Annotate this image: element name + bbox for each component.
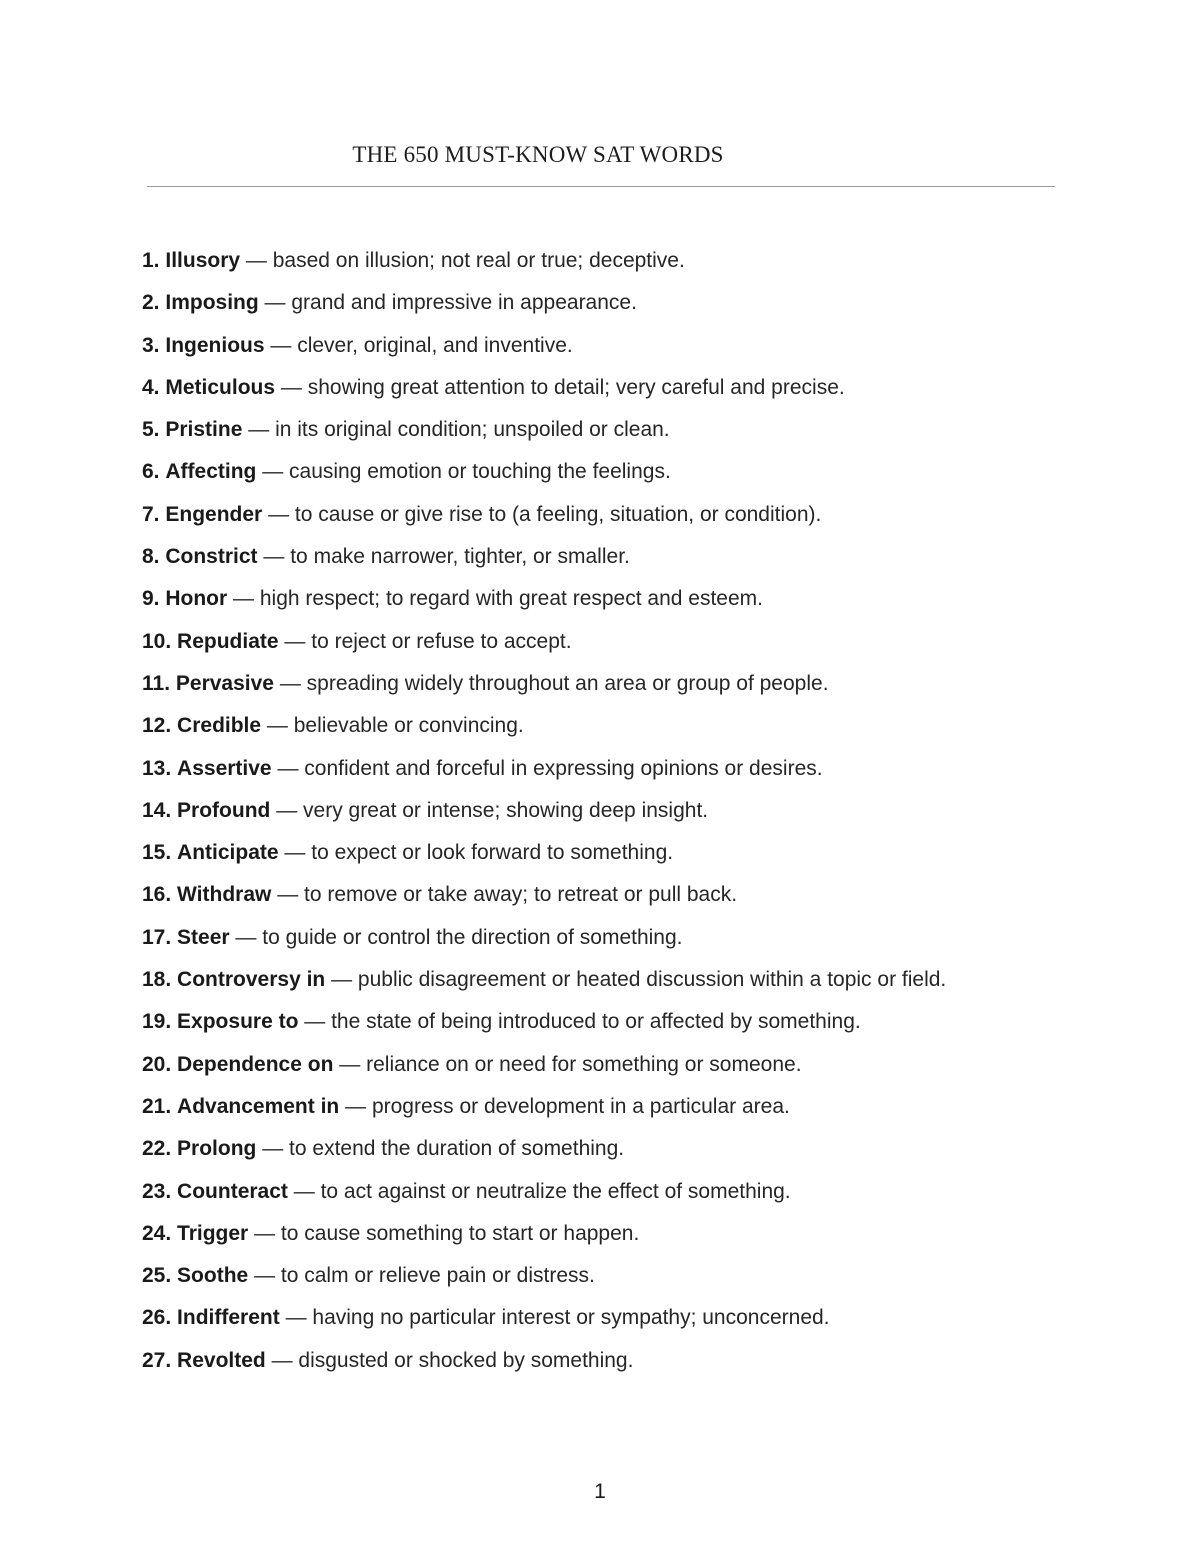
list-item xyxy=(142,1261,1142,1303)
word-definition: — the state of being introduced to or affected by something. xyxy=(304,1010,861,1034)
title-divider xyxy=(147,186,1055,187)
word-number: 23. xyxy=(142,1179,172,1203)
word-term: Illusory xyxy=(165,249,241,272)
word-definition: — based on illusion; not real or true; deceptive. xyxy=(245,249,685,272)
word-number: 8. xyxy=(142,545,160,569)
list-item xyxy=(142,923,1142,965)
word-number: 3. xyxy=(142,333,160,357)
word-term: Pervasive xyxy=(175,671,274,695)
word-number: 13. xyxy=(142,756,172,780)
word-number: 21. xyxy=(142,1094,172,1118)
list-item xyxy=(142,1177,1142,1219)
word-definition: — to cause or give rise to (a feeling, situation, or condition). xyxy=(268,502,822,526)
word-definition: — to act against or neutralize the effect of something. xyxy=(293,1179,791,1203)
word-number: 25. xyxy=(142,1264,172,1288)
word-definition: — believable or convincing. xyxy=(266,714,524,738)
word-number: 20. xyxy=(142,1052,172,1076)
list-item xyxy=(142,1346,1142,1388)
word-definition: — to calm or relieve pain or distress. xyxy=(254,1264,595,1288)
word-definition: — to reject or refuse to accept. xyxy=(284,629,572,653)
word-list xyxy=(142,246,1142,1388)
word-definition: — to guide or control the direction of something. xyxy=(235,925,683,949)
list-item xyxy=(142,331,1142,373)
word-number: 24. xyxy=(142,1221,172,1245)
word-definition: — high respect; to regard with great respect and esteem. xyxy=(233,587,763,611)
list-item xyxy=(142,500,1142,542)
word-definition: — spreading widely throughout an area or group of people. xyxy=(279,671,829,695)
list-item xyxy=(142,288,1142,330)
word-definition: — public disagreement or heated discussion within a topic or field. xyxy=(331,968,947,992)
word-definition: — reliance on or need for something or someone. xyxy=(339,1052,802,1076)
word-number: 6. xyxy=(142,460,160,484)
word-term: Pristine xyxy=(165,418,243,442)
word-number: 9. xyxy=(142,587,160,611)
word-term: Meticulous xyxy=(165,375,276,399)
word-number: 1. xyxy=(142,249,160,272)
word-definition: — to extend the duration of something. xyxy=(262,1137,625,1161)
word-term: Trigger xyxy=(177,1221,249,1245)
list-item xyxy=(142,1134,1142,1176)
word-number: 15. xyxy=(142,841,172,865)
word-definition: — to expect or look forward to something. xyxy=(284,841,674,865)
word-definition: — grand and impressive in appearance. xyxy=(264,291,637,315)
list-item xyxy=(142,373,1142,415)
word-number: 12. xyxy=(142,714,172,738)
word-term: Advancement in xyxy=(177,1094,340,1118)
list-item xyxy=(142,965,1142,1007)
word-term: Revolted xyxy=(177,1348,266,1372)
list-item xyxy=(142,457,1142,499)
word-number: 2. xyxy=(142,291,160,315)
word-definition: — having no particular interest or sympathy; unconcerned. xyxy=(285,1306,830,1330)
word-term: Soothe xyxy=(177,1264,249,1288)
word-definition: — progress or development in a particular area. xyxy=(345,1094,790,1118)
word-term: Repudiate xyxy=(177,629,279,653)
list-item xyxy=(142,584,1142,626)
list-item xyxy=(142,627,1142,669)
list-item xyxy=(142,669,1142,711)
word-number: 27. xyxy=(142,1348,172,1372)
list-item xyxy=(142,1007,1142,1049)
word-term: Dependence on xyxy=(177,1052,334,1076)
list-item xyxy=(142,754,1142,796)
list-item xyxy=(142,711,1142,753)
list-item xyxy=(142,1219,1142,1261)
word-number: 7. xyxy=(142,502,160,526)
list-item xyxy=(142,1050,1142,1092)
list-item xyxy=(142,1303,1142,1345)
word-term: Credible xyxy=(177,714,262,738)
word-term: Exposure to xyxy=(177,1010,299,1034)
word-number: 19. xyxy=(142,1010,172,1034)
word-definition: — showing great attention to detail; very careful and precise. xyxy=(280,375,845,399)
word-definition: — clever, original, and inventive. xyxy=(270,333,573,357)
word-term: Counteract xyxy=(177,1179,288,1203)
word-definition: — to make narrower, tighter, or smaller. xyxy=(263,545,630,569)
word-definition: — to cause something to start or happen. xyxy=(254,1221,640,1245)
word-term: Constrict xyxy=(165,545,258,569)
word-term: Honor xyxy=(165,587,228,611)
word-number: 5. xyxy=(142,418,160,442)
word-definition: — confident and forceful in expressing opinions or desires. xyxy=(277,756,823,780)
word-term: Controversy in xyxy=(177,968,326,992)
word-term: Withdraw xyxy=(177,883,272,907)
word-term: Prolong xyxy=(177,1137,257,1161)
word-number: 17. xyxy=(142,925,172,949)
word-term: Steer xyxy=(177,925,230,949)
word-number: 22. xyxy=(142,1137,172,1161)
word-definition: — very great or intense; showing deep insight. xyxy=(276,798,709,822)
word-number: 10. xyxy=(142,629,172,653)
word-term: Affecting xyxy=(165,460,257,484)
list-item xyxy=(142,796,1142,838)
word-definition: — to remove or take away; to retreat or pull back. xyxy=(277,883,738,907)
word-term: Engender xyxy=(165,502,263,526)
word-number: 18. xyxy=(142,968,172,992)
list-item xyxy=(142,838,1142,880)
list-item xyxy=(142,246,1142,288)
word-definition: — disgusted or shocked by something. xyxy=(271,1348,634,1372)
word-definition: — causing emotion or touching the feelings. xyxy=(262,460,671,484)
word-number: 4. xyxy=(142,375,160,399)
word-number: 16. xyxy=(142,883,172,907)
word-term: Imposing xyxy=(165,291,259,315)
page-number: 1 xyxy=(594,1480,606,1503)
word-number: 11. xyxy=(142,671,171,695)
word-term: Anticipate xyxy=(177,841,279,865)
list-item xyxy=(142,880,1142,922)
word-definition: — in its original condition; unspoiled or clean. xyxy=(248,418,670,442)
word-term: Assertive xyxy=(177,756,272,780)
word-number: 26. xyxy=(142,1306,172,1330)
list-item xyxy=(142,1092,1142,1134)
page-title: THE 650 MUST-KNOW SAT WORDS xyxy=(352,142,724,167)
word-term: Ingenious xyxy=(165,333,265,357)
list-item xyxy=(142,415,1142,457)
word-number: 14. xyxy=(142,798,172,822)
list-item xyxy=(142,542,1142,584)
word-term: Indifferent xyxy=(177,1306,280,1330)
word-term: Profound xyxy=(177,798,271,822)
